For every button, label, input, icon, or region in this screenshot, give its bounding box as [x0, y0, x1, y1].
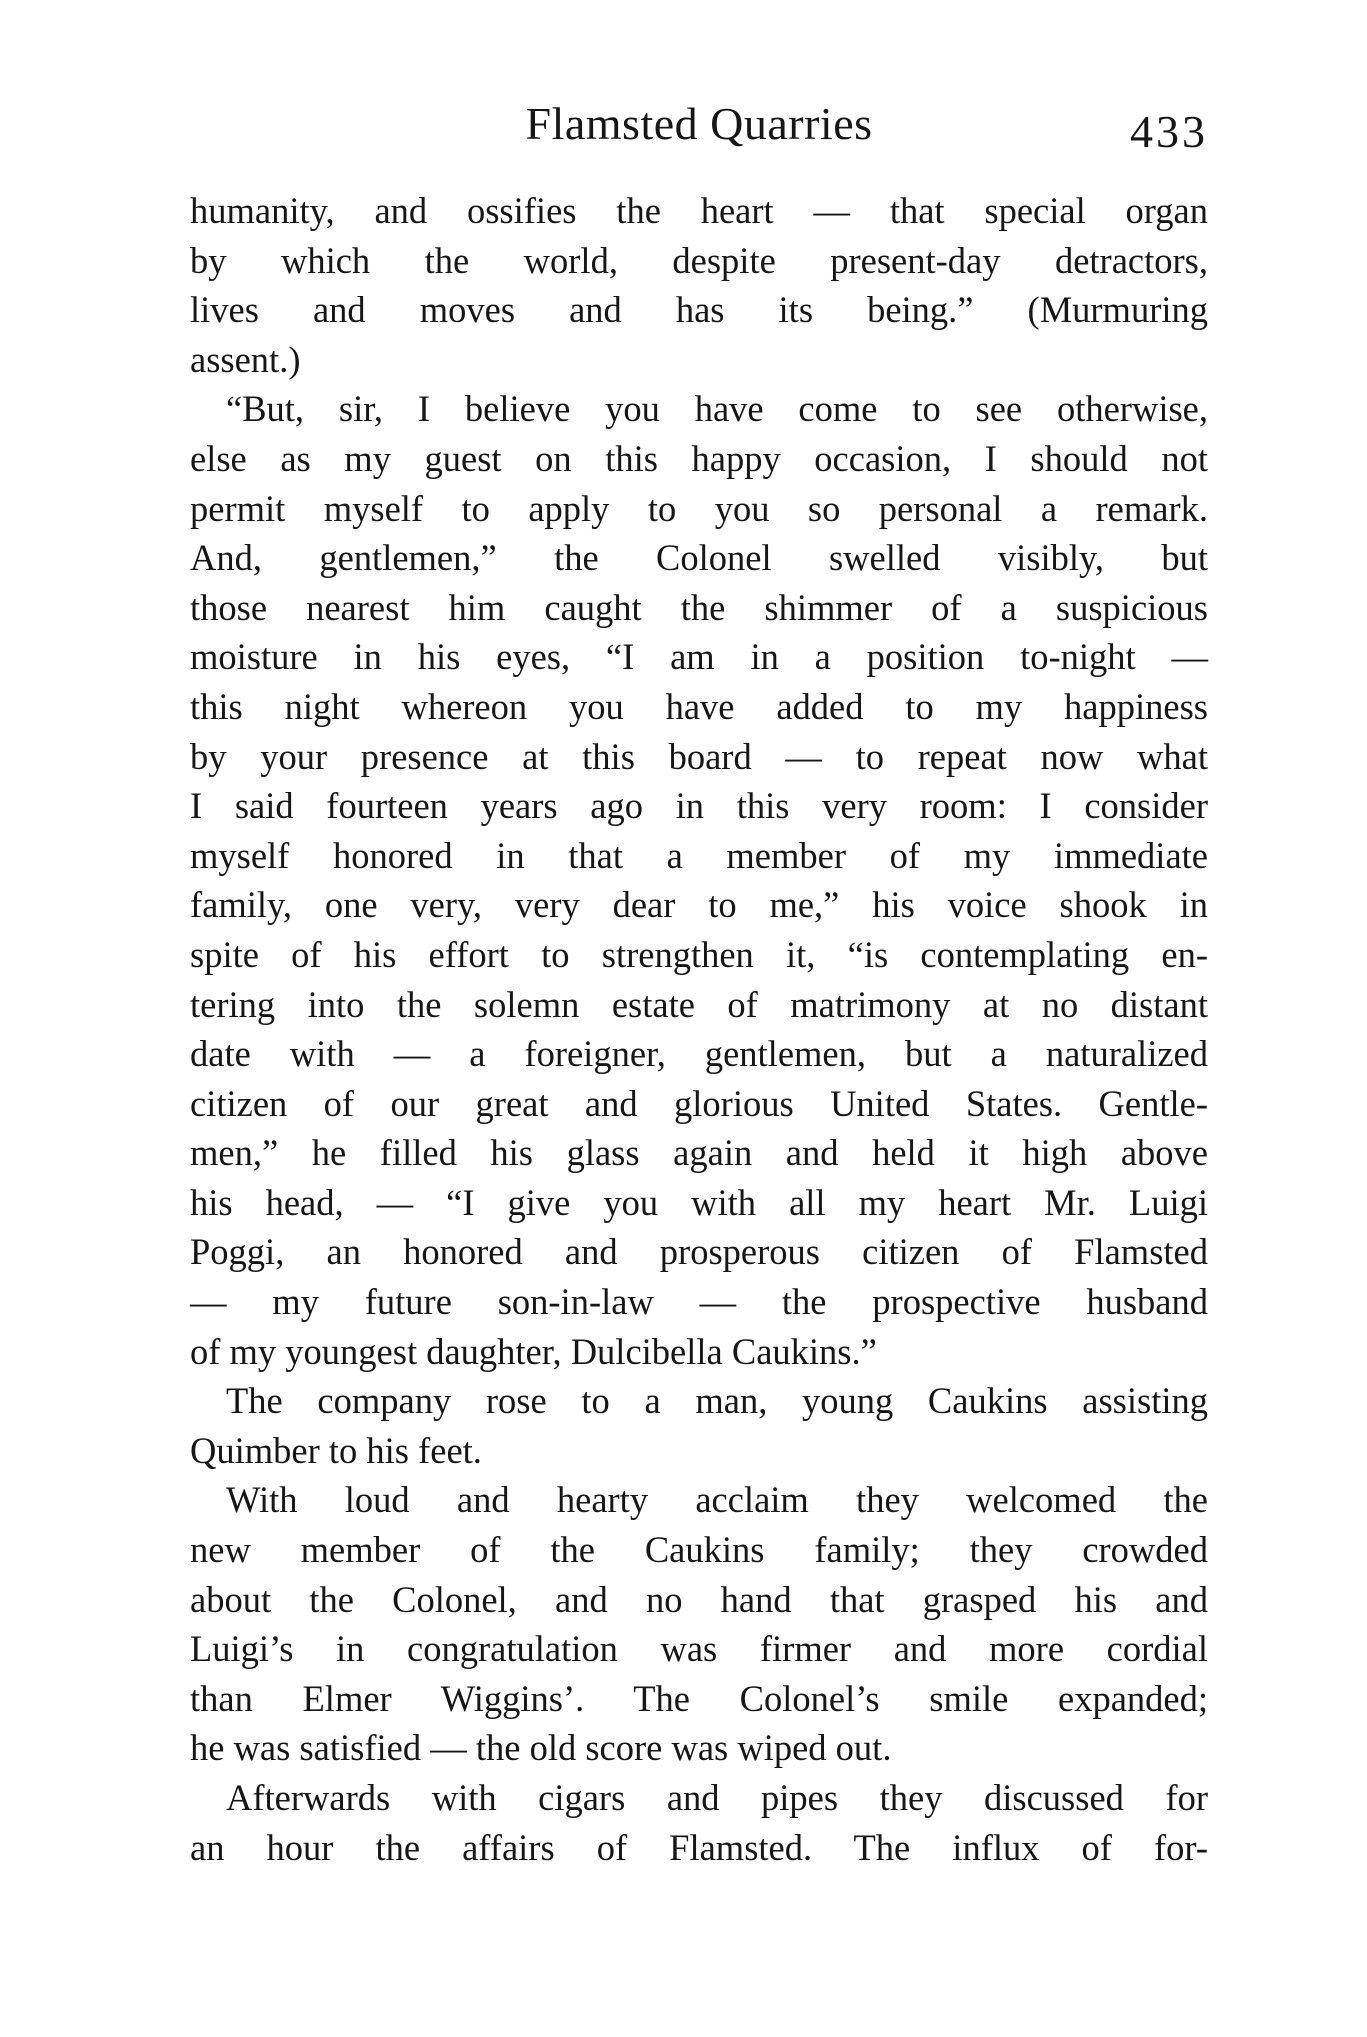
text-line: permit myself to apply to you so personal a remark. [190, 487, 1208, 529]
text-line: tering into the solemn estate of matrimony at no distant [190, 983, 1208, 1025]
text-line: than Elmer Wiggins’. The Colonel’s smile expanded; [190, 1677, 1208, 1719]
text-line: Luigi’s in congratulation was firmer and more cordial [190, 1628, 1208, 1670]
text-line: I said fourteen years ago in this very room: I consider [190, 785, 1208, 827]
text-line: else as my guest on this happy occasion, I should not [190, 437, 1208, 479]
text-line: lives and moves and has its being.” (Murmuring [190, 289, 1208, 331]
running-head [190, 96, 1208, 166]
text-line: myself honored in that a member of my immediate [190, 834, 1208, 876]
body-text [190, 186, 1208, 1872]
text-line: family, one very, very dear to me,” his voice shook in [190, 884, 1208, 926]
text-line: Quimber to his feet. [190, 1429, 482, 1471]
text-line: Poggi, an honored and prosperous citizen of Flamsted [190, 1231, 1208, 1273]
text-line: by your presence at this board — to repeat now what [190, 735, 1208, 777]
text-line: And, gentlemen,” the Colonel swelled visibly, but [190, 537, 1208, 579]
text-line: this night whereon you have added to my happiness [190, 685, 1208, 727]
text-line: Afterwards with cigars and pipes they discussed for [226, 1777, 1208, 1818]
text-line: With loud and hearty acclaim they welcomed the [226, 1479, 1208, 1521]
text-line: assent.) [190, 338, 301, 380]
text-line: new member of the Caukins family; they crowded [190, 1529, 1208, 1571]
text-line: The company rose to a man, young Caukins assisting [226, 1380, 1208, 1422]
text-line: — my future son-in-law — the prospective husband [190, 1281, 1208, 1323]
text-line: about the Colonel, and no hand that grasped his and [190, 1578, 1208, 1620]
text-line: those nearest him caught the shimmer of a suspicious [190, 586, 1208, 628]
text-line: citizen of our great and glorious United States. Gentle- [190, 1082, 1208, 1124]
text-line: humanity, and ossifies the heart — that special organ [190, 190, 1208, 231]
running-title: Flamsted Quarries [525, 98, 873, 149]
text-line: “But, sir, I believe you have come to see otherwise, [226, 388, 1208, 430]
text-line: his head, — “I give you with all my heart Mr. Luigi [190, 1181, 1208, 1223]
page-number: 433 [1130, 106, 1208, 157]
text-line: date with — a foreigner, gentlemen, but a naturalized [190, 1033, 1208, 1075]
text-line: of my youngest daughter, Dulcibella Caukins.” [190, 1330, 877, 1372]
text-line: men,” he filled his glass again and held it high above [190, 1132, 1208, 1174]
text-line: he was satisfied — the old score was wiped out. [190, 1727, 892, 1769]
text-line: spite of his effort to strengthen it, “is contemplating en- [190, 933, 1208, 975]
text-line: an hour the affairs of Flamsted. The influx of for- [190, 1826, 1208, 1868]
text-line: by which the world, despite present-day detractors, [190, 239, 1208, 281]
text-line: moisture in his eyes, “I am in a position to-night — [190, 636, 1208, 678]
